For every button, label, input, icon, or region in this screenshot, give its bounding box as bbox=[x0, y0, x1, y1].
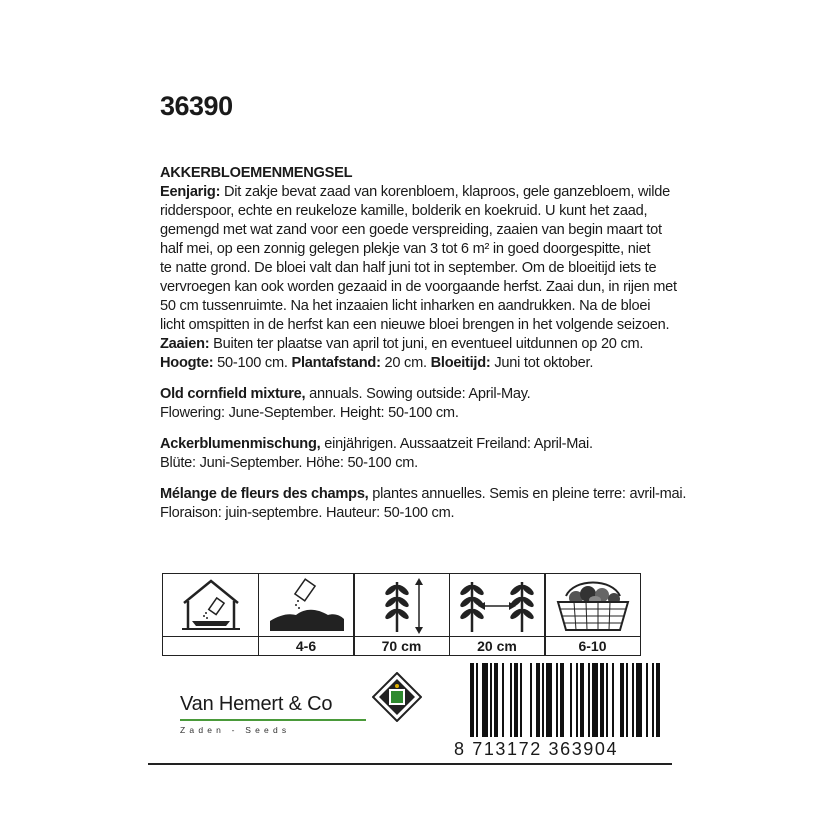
plant-spacing-icon bbox=[456, 576, 538, 634]
brand-tagline: Zaden - Seeds bbox=[180, 725, 291, 735]
product-title: AKKERBLOEMENMENGSEL bbox=[160, 165, 353, 181]
english-description: Old cornfield mixture, annuals. Sowing outside: April-May. bbox=[160, 386, 531, 402]
dutch-line: ridderspoor, echte en reukeloze kamille, bolderik en koekruid. U kunt het zaad, bbox=[160, 203, 648, 219]
icon-cell-harvest bbox=[544, 573, 641, 656]
dutch-line: te natte grond. De bloei valt dan half juni tot in september. Om de bloeitijd iets te bbox=[160, 260, 657, 276]
product-code: 36390 bbox=[160, 91, 233, 121]
english-description-2: Flowering: June-September. Height: 50-100 cm. bbox=[160, 405, 459, 421]
barcode-bar bbox=[592, 663, 598, 737]
icon-label: 6-10 bbox=[578, 638, 607, 654]
icon-label: 20 cm bbox=[477, 638, 517, 654]
barcode-bar bbox=[514, 663, 518, 737]
icon-label: 70 cm bbox=[381, 638, 422, 654]
barcode-bar bbox=[536, 663, 540, 737]
barcode-bar bbox=[612, 663, 614, 737]
icon-label bbox=[163, 637, 258, 655]
barcode-bar bbox=[646, 663, 648, 737]
icon-cell-spacing bbox=[449, 573, 546, 656]
barcode-bar bbox=[482, 663, 488, 737]
barcode-bar bbox=[556, 663, 558, 737]
barcode-bar bbox=[470, 663, 474, 737]
dutch-specs: Hoogte: 50-100 cm. Plantafstand: 20 cm. Bloeitijd: Juni tot oktober. bbox=[160, 355, 594, 371]
french-description-2: Floraison: juin-septembre. Hauteur: 50-100 cm. bbox=[160, 505, 455, 521]
description-block bbox=[160, 164, 687, 523]
dutch-line: licht omspitten in de herfst kan een nieuwe bloei brengen in het volgende seizoen. bbox=[160, 317, 670, 333]
cultivation-icons bbox=[162, 573, 641, 656]
greenhouse-sowing-icon bbox=[176, 577, 246, 633]
dutch-line: 50 cm tussenruimte. Na het inzaaien licht inharken en aandrukken. Na de bloei bbox=[160, 298, 651, 314]
barcode-bar bbox=[606, 663, 608, 737]
german-description-2: Blüte: Juni-September. Höhe: 50-100 cm. bbox=[160, 455, 418, 471]
brand-block bbox=[180, 693, 370, 735]
barcode-bar bbox=[502, 663, 504, 737]
diamond-logo-icon bbox=[372, 672, 422, 722]
dutch-description bbox=[160, 183, 680, 354]
icon-cell-outdoor bbox=[258, 573, 355, 656]
barcode-bar bbox=[620, 663, 624, 737]
barcode-bar bbox=[546, 663, 552, 737]
barcode-bar bbox=[636, 663, 642, 737]
barcode-bar bbox=[580, 663, 584, 737]
barcode-bar bbox=[530, 663, 532, 737]
barcode-bar bbox=[652, 663, 654, 737]
bottom-rule bbox=[148, 763, 672, 765]
barcode-bar bbox=[656, 663, 660, 737]
barcode-bar bbox=[570, 663, 572, 737]
barcode-bar bbox=[600, 663, 604, 737]
barcode-digits: 8 713172 363904 bbox=[454, 739, 619, 759]
barcode-bar bbox=[510, 663, 512, 737]
brand-name: Van Hemert & Co bbox=[180, 693, 333, 715]
barcode-bar bbox=[520, 663, 522, 737]
barcode-bar bbox=[560, 663, 564, 737]
icon-label: 4-6 bbox=[295, 638, 317, 654]
barcode bbox=[470, 663, 660, 741]
outdoor-sowing-icon bbox=[266, 577, 346, 633]
barcode-bar bbox=[576, 663, 578, 737]
barcode-bar bbox=[632, 663, 634, 737]
brand-logo bbox=[372, 672, 422, 727]
german-description: Ackerblumenmischung, einjährigen. Aussaatzeit Freiland: April-Mai. bbox=[160, 436, 593, 452]
barcode-bar bbox=[542, 663, 544, 737]
dutch-line: vervroegen kan ook worden gezaaid in de voorgaande herfst. Zaai dun, in rijen met bbox=[160, 279, 677, 295]
french-description: Mélange de fleurs des champs, plantes annuelles. Semis en pleine terre: avril-mai. bbox=[160, 486, 687, 502]
brand-divider bbox=[180, 719, 366, 721]
dutch-line: Eenjarig: Dit zakje bevat zaad van korenbloem, klaproos, gele ganzebloem, wilde bbox=[160, 184, 670, 200]
barcode-bar bbox=[490, 663, 492, 737]
barcode-bar bbox=[626, 663, 628, 737]
icon-cell-greenhouse bbox=[162, 573, 259, 656]
barcode-bar bbox=[588, 663, 590, 737]
harvest-basket-icon bbox=[552, 576, 634, 634]
barcode-bar bbox=[494, 663, 498, 737]
plant-height-icon bbox=[367, 576, 437, 634]
dutch-line: Zaaien: Buiten ter plaatse van april tot juni, en eventueel uitdunnen op 20 cm. bbox=[160, 336, 644, 352]
barcode-bar bbox=[476, 663, 478, 737]
dutch-line: gemengd met wat zand voor een goede verspreiding, zaaien van begin maart tot bbox=[160, 222, 662, 238]
icon-cell-height bbox=[353, 573, 450, 656]
dutch-line: half mei, op een zonnig gelegen plekje van 3 tot 6 m² in goed doorgespitte, niet bbox=[160, 241, 651, 257]
